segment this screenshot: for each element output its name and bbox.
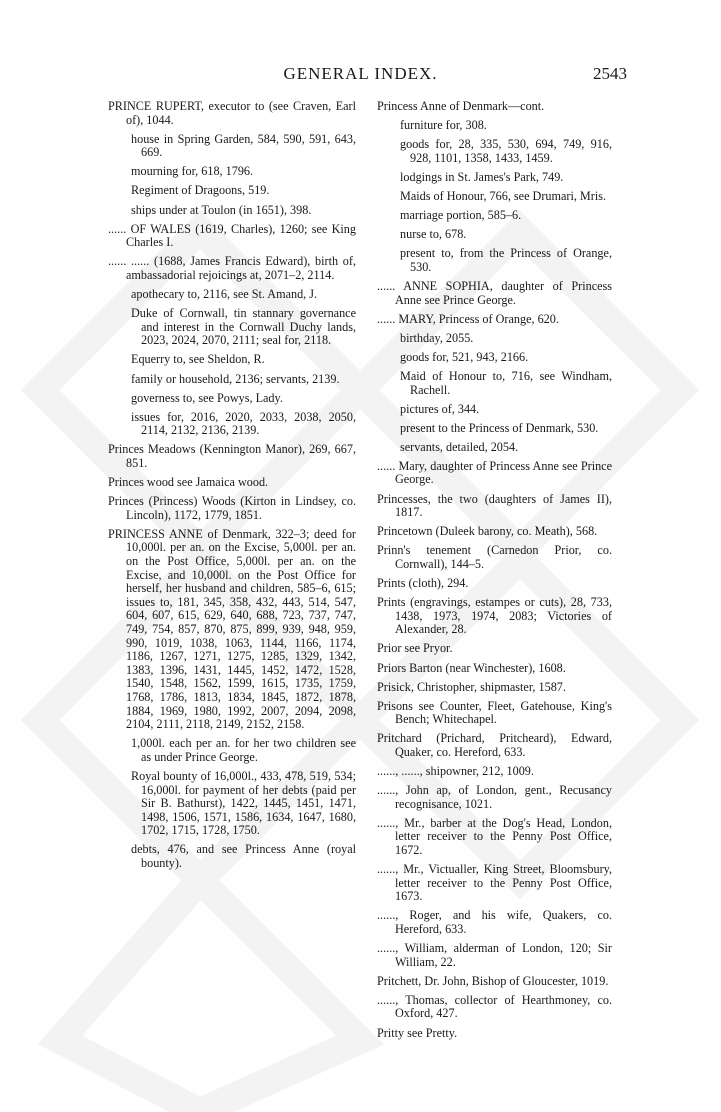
index-entry: mourning for, 618, 1796. xyxy=(131,164,254,179)
index-entry: Duke of Cornwall, tin stannary governance and interest in the Cornwall Duchy lands, 2023, 2024, 2070, 2111; seal for, 2118. xyxy=(131,306,356,348)
index-entry: servants, detailed, 2054. xyxy=(400,439,519,454)
index-entry: Princetown (Duleek barony, co. Meath), 568. xyxy=(377,524,598,539)
index-entry: Princess Anne of Denmark—cont. xyxy=(377,99,545,113)
index-entry: governess to, see Powys, Lady. xyxy=(131,390,283,405)
index-entry: PRINCE RUPERT, executor to (see Craven, Earl of), 1044. xyxy=(108,99,356,127)
index-entry: debts, 476, and see Princess Anne (royal bounty). xyxy=(131,842,356,870)
index-entry: family or household, 2136; servants, 2139. xyxy=(131,371,340,386)
index-entry: Maids of Honour, 766, see Drumari, Mris. xyxy=(400,188,606,203)
index-entry: ......, William, alderman of London, 120; Sir William, 22. xyxy=(377,941,612,969)
index-entry: ......, John ap, of London, gent., Recusancy recognisance, 1021. xyxy=(377,783,612,811)
index-entry: marriage portion, 585–6. xyxy=(400,208,522,223)
index-entry: ......, ......, shipowner, 212, 1009. xyxy=(377,764,534,779)
index-entry: lodgings in St. James's Park, 749. xyxy=(400,169,564,184)
index-entry: Prints (cloth), 294. xyxy=(377,576,469,591)
index-entry: Equerry to, see Sheldon, R. xyxy=(131,352,265,367)
index-entry: nurse to, 678. xyxy=(400,227,467,242)
index-entry: Prisick, Christopher, shipmaster, 1587. xyxy=(377,679,566,694)
index-entry: Pritchard (Prichard, Pritcheard), Edward, Quaker, co. Hereford, 633. xyxy=(377,731,612,759)
index-entry: Prints (engravings, estampes or cuts), 28, 733, 1438, 1973, 1974, 2083; Victories of Alexander, 28. xyxy=(377,595,612,637)
index-entry: goods for, 28, 335, 530, 694, 749, 916, 928, 1101, 1358, 1433, 1459. xyxy=(400,137,612,165)
index-entry: Princes Meadows (Kennington Manor), 269, 667, 851. xyxy=(108,442,356,470)
index-entry: Regiment of Dragoons, 519. xyxy=(131,183,270,198)
index-entry: Priors Barton (near Winchester), 1608. xyxy=(377,660,566,675)
index-entry: house in Spring Garden, 584, 590, 591, 643, 669. xyxy=(131,131,356,160)
index-entry: ......, Mr., Victualler, King Street, Bloomsbury, letter receiver to the Penny Post Office, 1673. xyxy=(377,862,612,904)
index-entry: present to the Princess of Denmark, 530. xyxy=(400,420,599,435)
page-number: 2543 xyxy=(593,64,627,83)
index-entry: ships under at Toulon (in 1651), 398. xyxy=(131,202,312,217)
index-entry: ...... ...... (1688, James Francis Edward), birth of, ambassadorial rejoicings at, 2071–2, 2114. xyxy=(108,254,356,282)
index-entry: Pritty see Pretty. xyxy=(377,1025,458,1040)
index-entry: 1,000l. each per an. for her two children see as under Prince George. xyxy=(131,736,356,764)
index-entry: Princesses, the two (daughters of James II), 1817. xyxy=(377,491,612,520)
index-entry: Prior see Pryor. xyxy=(377,641,453,656)
index-entry: pictures of, 344. xyxy=(400,401,480,416)
index-entry: ......, Roger, and his wife, Quakers, co. Hereford, 633. xyxy=(377,908,612,936)
index-entry: Princes (Princess) Woods (Kirton in Lindsey, co. Lincoln), 1172, 1779, 1851. xyxy=(108,494,356,522)
index-entry: PRINCESS ANNE of Denmark, 322–3; deed for 10,000l. per an. on the Excise, 5,000l. per an. on the Post Office, 5,000l. per an. on the Excise, and 10,000l. on the Post Office for herself, her husband and children, 585–6, 615; issues to, 181, 345, 358, 432, 443, 514, 547, 604, 607, 615, 629, 640, 688, 723, 737, 747, 749, 754, 857, 870, 875, 899, 939, 948, 959, 990, 1019, 1038, 1063, 1144, 1166, 1174, 1186, 1267, 1271, 1275, 1285, 1329, 1342, 1383, 1396, 1431, 1445, 1452, 1472, 1528, 1540, 1548, 1562, 1599, 1615, 1735, 1759, 1768, 1786, 1813, 1834, 1845, 1872, 1878, 1884, 1969, 1980, 1992, 2007, 2094, 2098, 2104, 2111, 2118, 2149, 2152, 2158. xyxy=(108,526,356,732)
index-entry: apothecary to, 2116, see St. Amand, J. xyxy=(131,287,318,302)
index-entry: Prisons see Counter, Fleet, Gatehouse, King's Bench; Whitechapel. xyxy=(377,698,612,727)
index-entry: ...... Mary, daughter of Princess Anne see Prince George. xyxy=(377,458,612,487)
index-entry: ......, Mr., barber at the Dog's Head, London, letter receiver to the Penny Post Office, 1672. xyxy=(377,815,612,858)
index-entry: birthday, 2055. xyxy=(400,330,474,345)
index-entry: Prinn's tenement (Carnedon Prior, co. Cornwall), 144–5. xyxy=(377,543,612,571)
index-column-left xyxy=(108,100,356,876)
index-entry: ...... ANNE SOPHIA, daughter of Princess Anne see Prince George. xyxy=(377,278,612,307)
index-entry: issues for, 2016, 2020, 2033, 2038, 2050, 2114, 2132, 2136, 2139. xyxy=(131,409,356,438)
index-entry: Maid of Honour to, 716, see Windham, Rachell. xyxy=(400,368,612,397)
index-entry: ...... OF WALES (1619, Charles), 1260; see King Charles I. xyxy=(108,221,356,250)
index-entry: goods for, 521, 943, 2166. xyxy=(400,349,529,364)
page-title: GENERAL INDEX. xyxy=(283,64,438,83)
index-column-right xyxy=(377,100,612,1046)
index-entry: ......, Thomas, collector of Hearthmoney, co. Oxford, 427. xyxy=(377,992,612,1021)
index-entry: furniture for, 308. xyxy=(400,118,487,133)
index-entry: Pritchett, Dr. John, Bishop of Gloucester, 1019. xyxy=(377,973,609,988)
index-entry: present to, from the Princess of Orange, 530. xyxy=(400,246,612,274)
index-entry: ...... MARY, Princess of Orange, 620. xyxy=(377,311,559,326)
index-entry: Royal bounty of 16,000l., 433, 478, 519, 534; 16,000l. for payment of her debts (paid per Sir B. Bathurst), 1422, 1445, 1451, 1471, 1498, 1506, 1571, 1586, 1634, 1647, 1680, 1702, 1715, 1728, 1750. xyxy=(131,768,356,838)
index-entry: Princes wood see Jamaica wood. xyxy=(108,475,269,490)
